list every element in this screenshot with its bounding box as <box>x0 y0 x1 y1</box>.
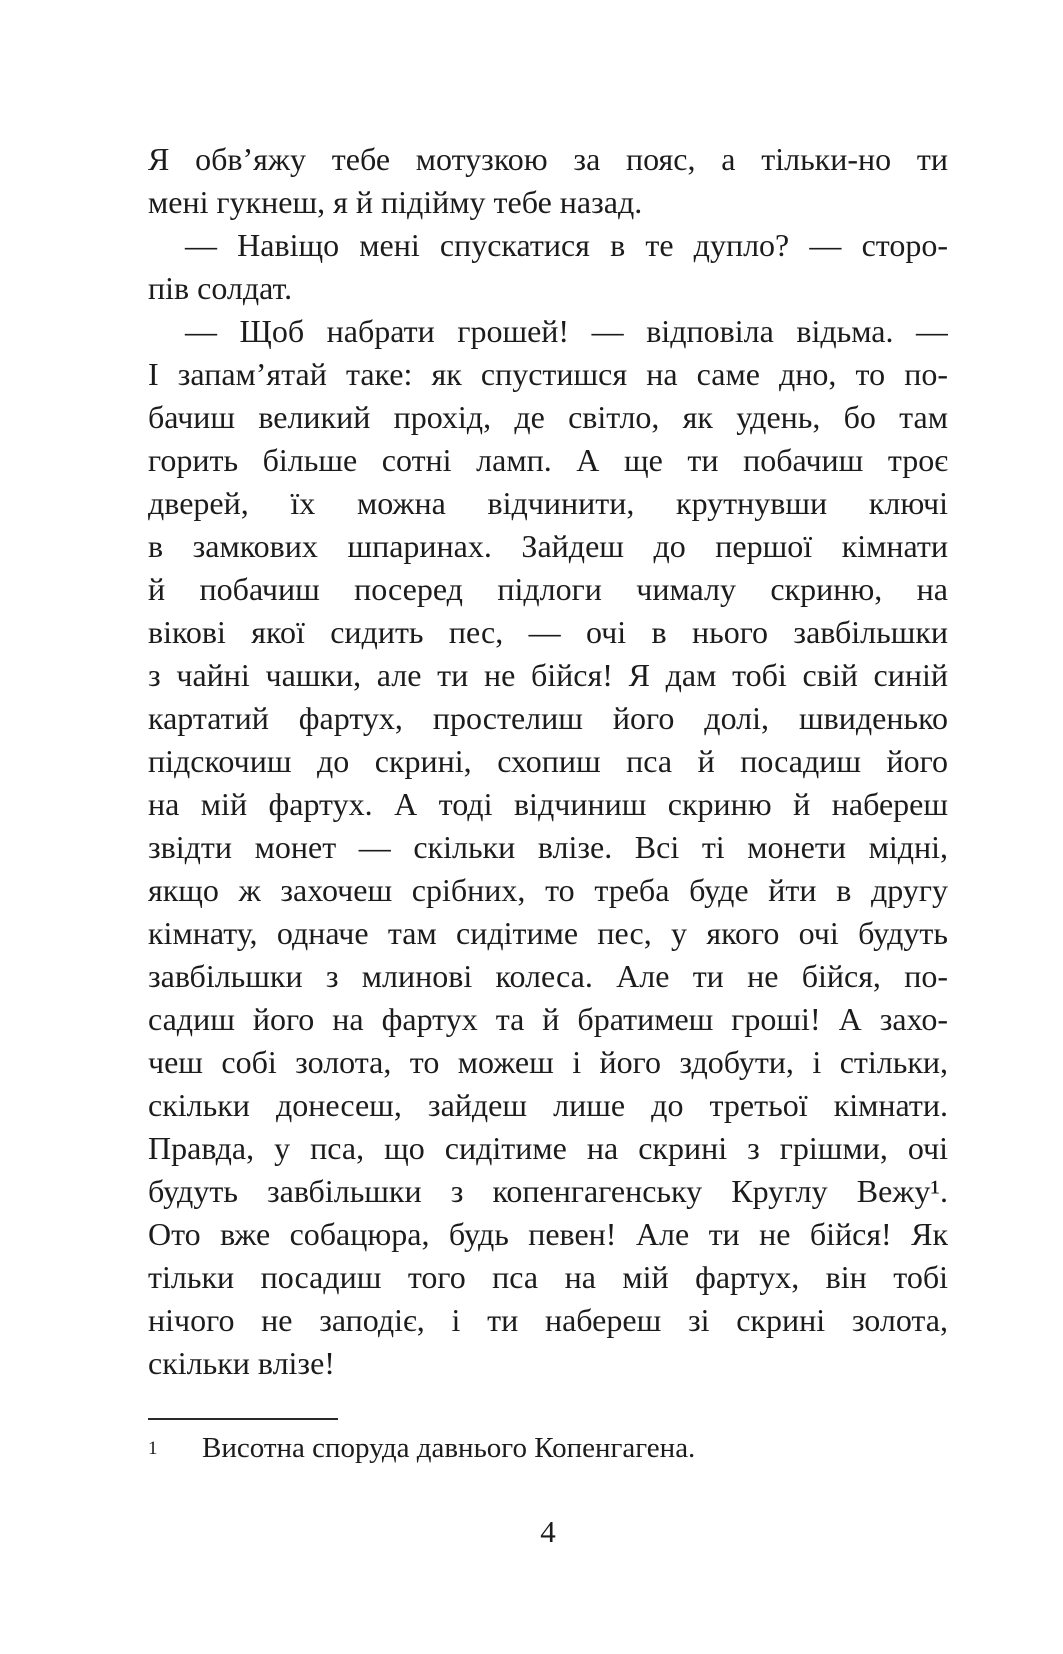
text-line: чеш собі золота, то можеш і його здобути, і стільки, <box>148 1044 948 1080</box>
text-line: І запам’ятай таке: як спустишся на саме дно, то по- <box>148 356 948 392</box>
text-line: Ото вже собацюра, будь певен! Але ти не бійся! Як <box>148 1216 948 1252</box>
paragraph <box>148 138 948 224</box>
footnote-block <box>148 1418 948 1467</box>
text-line: в замкових шпаринах. Зайдеш до першої кімнати <box>148 528 948 564</box>
text-line: пів солдат. <box>148 270 293 306</box>
text-line: з чайні чашки, але ти не бійся! Я дам тобі свій синій <box>148 657 948 693</box>
text-line: — Щоб набрати грошей! — відповіла відьма. — <box>185 313 948 349</box>
text-line: вікові якої сидить пес, — очі в нього завбільшки <box>148 614 948 650</box>
footnote-separator <box>148 1418 338 1420</box>
text-line: дверей, їх можна відчинити, крутнувши ключі <box>148 485 948 521</box>
text-line: підскочиш до скрині, схопиш пса й посадиш його <box>148 743 948 779</box>
footnote <box>148 1429 948 1467</box>
text-line: бачиш великий прохід, де світло, як удень, бо там <box>148 399 948 435</box>
text-line: мені гукнеш, я й підійму тебе назад. <box>148 184 643 220</box>
text-line: Я обв’яжу тебе мотузкою за пояс, а тільки-но ти <box>148 141 948 177</box>
text-line: й побачиш посеред підлоги чималу скриню, на <box>148 571 948 607</box>
page-number: 4 <box>540 1514 556 1549</box>
text-line: картатий фартух, простелиш його долі, швиденько <box>148 700 948 736</box>
text-line: на мій фартух. А тоді відчиниш скриню й набереш <box>148 786 948 822</box>
text-line: якщо ж захочеш срібних, то треба буде йти в другу <box>148 872 948 908</box>
footnote-text: Висотна споруда давнього Копенгагена. <box>202 1432 696 1464</box>
text-line: скільки донесеш, зайдеш лише до третьої кімнати. <box>148 1087 948 1123</box>
paragraph <box>148 310 948 1385</box>
text-line: горить більше сотні ламп. А ще ти побачиш троє <box>148 442 948 478</box>
paragraph <box>148 224 948 310</box>
text-line: скільки влізе! <box>148 1345 335 1381</box>
text-line: нічого не заподіє, і ти набереш зі скрині золота, <box>148 1302 948 1338</box>
text-line: завбільшки з млинові колеса. Але ти не бійся, по- <box>148 958 948 994</box>
text-column <box>148 138 948 1385</box>
text-line: кімнату, одначе там сидітиме пес, у якого очі будуть <box>148 915 948 951</box>
footnote-marker: 1 <box>148 1438 158 1459</box>
text-line: тільки посадиш того пса на мій фартух, він тобі <box>148 1259 948 1295</box>
text-line: будуть завбільшки з копенгагенську Круглу Вежу¹. <box>148 1173 948 1209</box>
text-line: — Навіщо мені спускатися в те дупло? — сторо- <box>185 227 948 263</box>
text-line: звідти монет — скільки влізе. Всі ті монети мідні, <box>148 829 948 865</box>
text-line: Правда, у пса, що сидітиме на скрині з грішми, очі <box>148 1130 948 1166</box>
text-line: садиш його на фартух та й братимеш гроші! А захо- <box>148 1001 948 1037</box>
